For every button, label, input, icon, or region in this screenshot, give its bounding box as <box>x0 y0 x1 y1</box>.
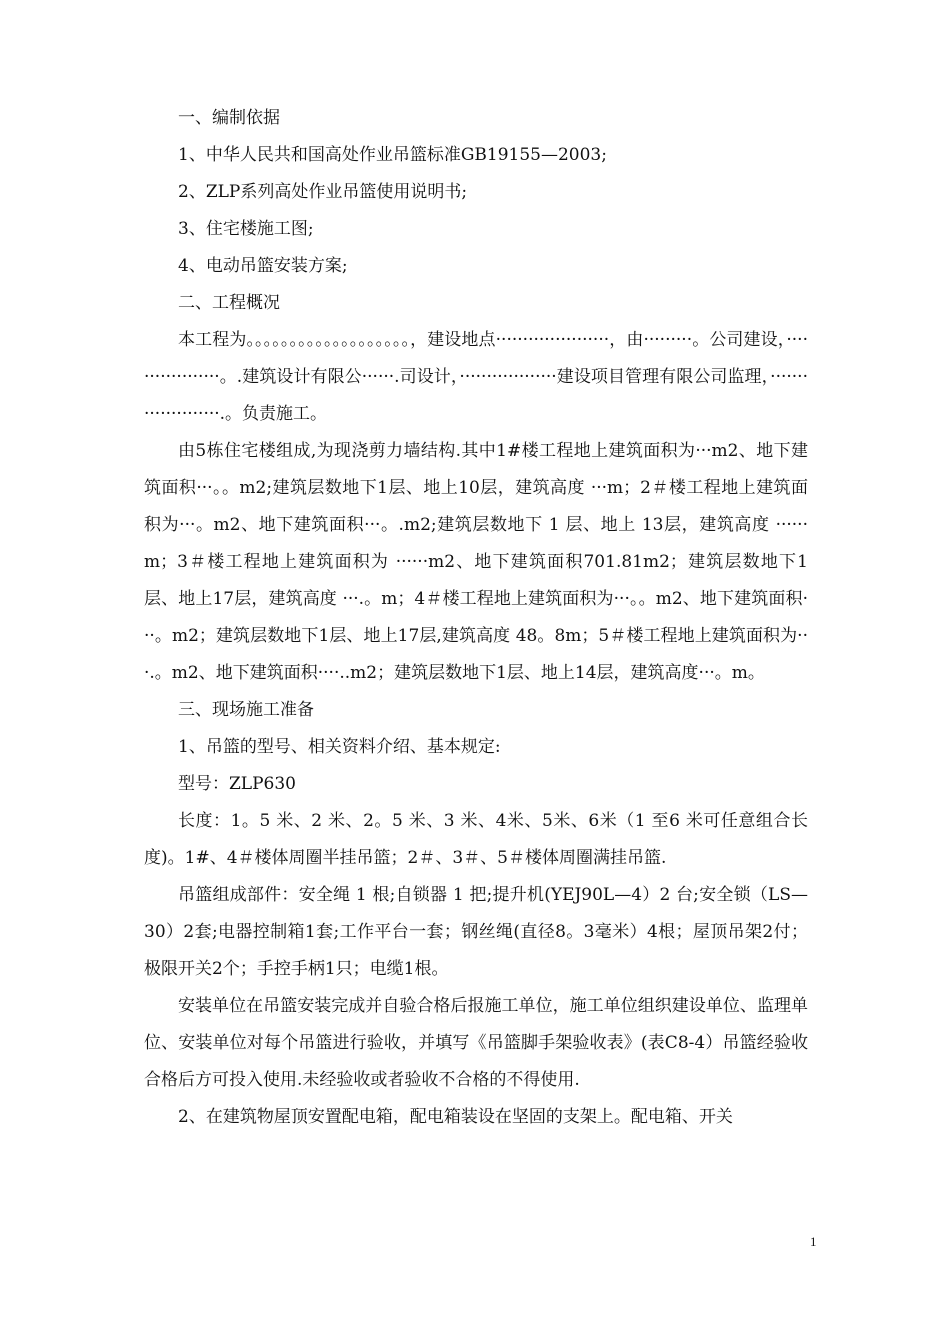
section-heading-overview: 二、工程概况 <box>178 293 280 313</box>
preparation-item-1: 1、吊篮的型号、相关资料介绍、基本规定: <box>178 737 501 757</box>
overview-paragraph-2: 由5栋住宅楼组成,为现浇剪力墙结构.其中1#楼工程地上建筑面积为···m2、地下建筑面积···。。m2;建筑层数地下1层、地上10层，建筑高度 ···m；2＃楼工程地上建筑面积为···。m2、地下建筑面积···。.m2;建筑层数地下 1 层、地上 13层，建筑高度 ······m；3＃楼工程地上建筑面积为 ······m2、地下建筑面积701.81m2；建筑层数地下1层、地上17层，建筑高度 ···.。m；4＃楼工程地上建筑面积为···。。m2、地下建筑面积···。m2；建筑层数地下1层、地上17层,建筑高度 48。8m；5＃楼工程地上建筑面积为···.。m2、地下建筑面积····..m2；建筑层数地下1层、地上14层，建筑高度···。m。 <box>144 441 808 683</box>
preparation-item-2: 2、在建筑物屋顶安置配电箱，配电箱装设在坚固的支架上。配电箱、开关 <box>178 1107 733 1127</box>
basis-item-1: 1、中华人民共和国高处作业吊篮标准GB19155—2003; <box>178 145 607 165</box>
section-heading-basis: 一、编制依据 <box>178 108 280 128</box>
document-body <box>144 100 808 1136</box>
basis-item-3: 3、住宅楼施工图; <box>178 219 314 239</box>
components-paragraph: 吊篮组成部件：安全绳 1 根;自锁器 1 把;提升机(YEJ90L—4）2 台;安全锁（LS—30）2套;电器控制箱1套;工作平台一套；钢丝绳(直径8。3毫米）4根；屋顶吊架2付；极限开关2个；手控手柄1只；电缆1根。 <box>144 885 808 979</box>
page-number: 1 <box>810 1234 817 1249</box>
acceptance-paragraph: 安装单位在吊篮安装完成并自验合格后报施工单位，施工单位组织建设单位、监理单位、安装单位对每个吊篮进行验收，并填写《吊篮脚手架验收表》(表C8-4）吊篮经验收合格后方可投入使用.未经验收或者验收不合格的不得使用. <box>144 996 808 1090</box>
length-paragraph: 长度：1。5 米、2 米、2。5 米、3 米、4米、5米、6米（1 至6 米可任意组合长度)。1#、4＃楼体周圈半挂吊篮；2＃、3＃、5＃楼体周圈满挂吊篮. <box>144 811 808 868</box>
section-heading-preparation: 三、现场施工准备 <box>178 700 314 720</box>
basis-item-2: 2、ZLP系列高处作业吊篮使用说明书; <box>178 182 468 202</box>
overview-paragraph-1: 本工程为。。。。。。。。。。。。。。。。。。。，建设地点·····················，由·········。公司建设，··················。.建筑设计有限公······.司设计，··················建设项目管理有限公司监理，·····················.。负责施工。 <box>144 330 808 424</box>
model-line: 型号：ZLP630 <box>178 774 296 794</box>
basis-item-4: 4、电动吊篮安装方案; <box>178 256 348 276</box>
